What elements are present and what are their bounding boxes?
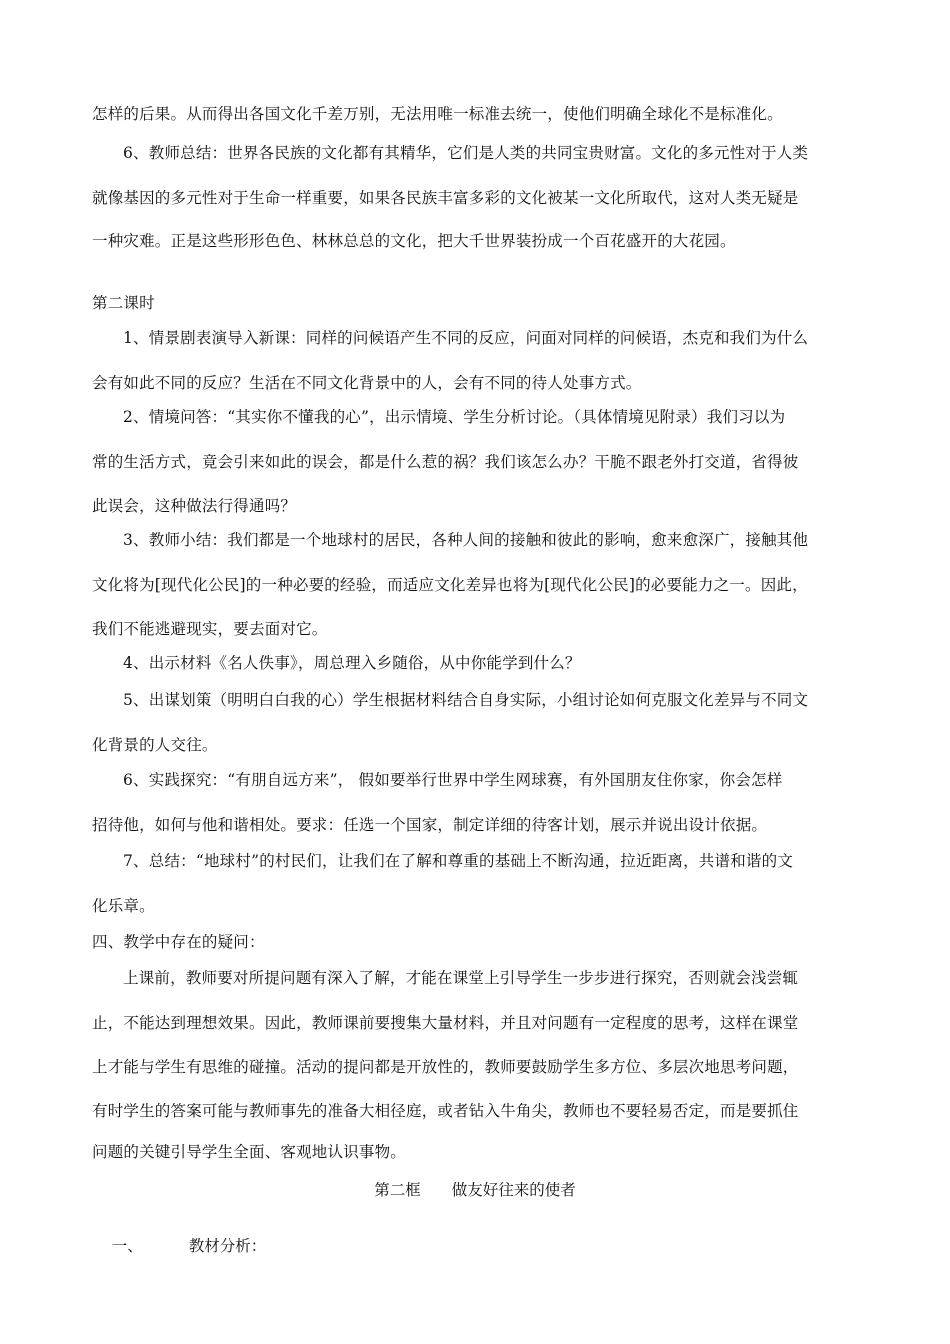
paragraph-line: 常的生活方式，竟会引来如此的误会，都是什么惹的祸？我们该怎么办？干脆不跟老外打交道，省得彼 [92, 453, 799, 471]
paragraph-line: 问题的关键引导学生全面、客观地认识事物。 [92, 1143, 407, 1161]
paragraph-line: 会有如此不同的反应？生活在不同文化背景中的人，会有不同的待人处事方式。 [92, 374, 642, 392]
paragraph-line: 1、情景剧表演导入新课：同样的问候语产生不同的反应，问面对同样的问候语，杰克和我们为什么 [123, 329, 809, 347]
paragraph-line: 3、教师小结：我们都是一个地球村的居民，各种人间的接触和彼此的影响，愈来愈深广，接触其他 [123, 531, 809, 549]
outline-item [92, 1216, 266, 1276]
paragraph-line: 一种灾难。正是这些形形色色、林林总总的文化，把大千世界装扮成一个百花盛开的大花园。 [92, 232, 736, 250]
outline-text: 教材分析： [188, 1237, 267, 1255]
paragraph-line: 就像基因的多元性对于生命一样重要，如果各民族丰富多彩的文化被某一文化所取代，这对人类无疑是 [92, 189, 799, 207]
paragraph-line: 上课前，教师要对所提问题有深入了解，才能在课堂上引导学生一步步进行探究，否则就会浅尝辄 [123, 969, 799, 987]
paragraph-line: 止，不能达到理想效果。因此，教师课前要搜集大量材料，并且对问题有一定程度的思考，这样在课堂 [92, 1014, 799, 1032]
paragraph-line: 2、情境问答：“其实你不懂我的心”，出示情境、学生分析讨论。（具体情境见附录）我们习以为 [123, 408, 786, 426]
paragraph-line: 7、总结：“地球村”的村民们，让我们在了解和尊重的基础上不断沟通，拉近距离，共谱和谐的文 [123, 852, 794, 870]
paragraph-line: 6、教师总结：世界各民族的文化都有其精华，它们是人类的共同宝贵财富。文化的多元性对于人类 [123, 144, 809, 162]
paragraph-line: 怎样的后果。从而得出各国文化千差万别，无法用唯一标准去统一，使他们明确全球化不是标准化。 [92, 105, 783, 123]
section-title: 第二框 做友好往来的使者 [374, 1181, 576, 1199]
section-heading: 四、教学中存在的疑问： [92, 933, 265, 951]
paragraph-line: 文化将为[现代化公民]的一种必要的经验，而适应文化差异也将为[现代化公民]的必要能力之一。因此， [92, 576, 808, 594]
paragraph-line: 化乐章。 [92, 897, 155, 915]
paragraph-line: 有时学生的答案可能与教师事先的准备大相径庭，或者钻入牛角尖，教师也不要轻易否定，而是要抓住 [92, 1102, 799, 1120]
paragraph-line: 化背景的人交往。 [92, 736, 218, 754]
paragraph-line: 此误会，这种做法行得通吗？ [92, 497, 297, 515]
paragraph-line: 5、出谋划策（明明白白我的心）学生根据材料结合自身实际，小组讨论如何克服文化差异与不同文 [123, 691, 809, 709]
outline-number: 一、 [111, 1237, 143, 1255]
section-heading: 第二课时 [92, 294, 155, 312]
paragraph-line: 4、出示材料《名人佚事》，周总理入乡随俗，从中你能学到什么？ [123, 654, 581, 672]
paragraph-line: 上才能与学生有思维的碰撞。活动的提问都是开放性的，教师要鼓励学生多方位、多层次地思考问题， [92, 1058, 799, 1076]
paragraph-line: 6、实践探究：“有朋自远方来”， 假如要举行世界中学生网球赛，有外国朋友住你家，你会怎样 [123, 771, 783, 789]
paragraph-line: 我们不能逃避现实，要去面对它。 [92, 620, 328, 638]
paragraph-line: 招待他，如何与他和谐相处。要求：任选一个国家，制定详细的待客计划，展示并说出设计依据。 [92, 816, 768, 834]
